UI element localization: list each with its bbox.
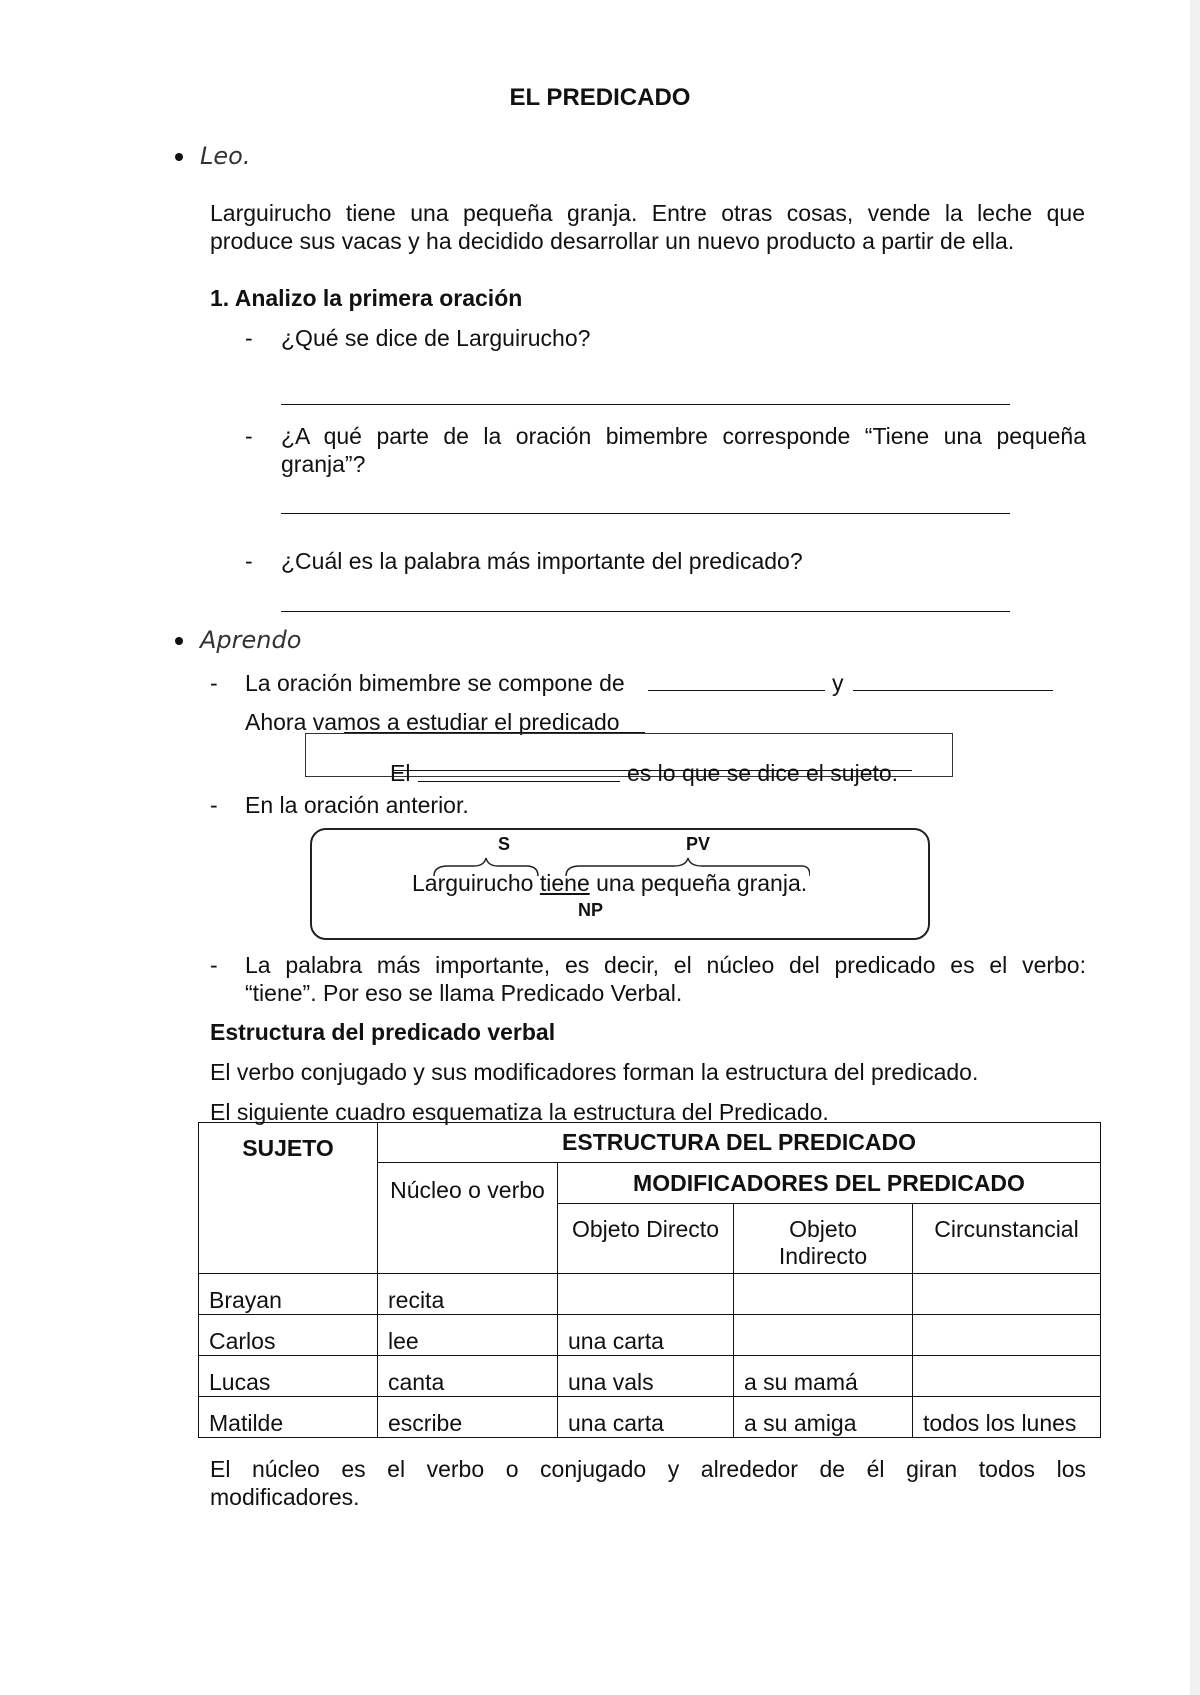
- dash: -: [245, 325, 253, 351]
- bullet: [175, 153, 183, 161]
- cell-circunstancial: [913, 1315, 1101, 1356]
- definition-text: es lo que se dice el sujeto.: [627, 760, 899, 786]
- bullet: [175, 637, 183, 645]
- cell-circunstancial: [913, 1356, 1101, 1397]
- cell-objeto-directo: [558, 1274, 734, 1315]
- answer-line-3[interactable]: [281, 611, 1010, 612]
- label-pv: PV: [686, 834, 711, 854]
- cell-circunstancial: [913, 1274, 1101, 1315]
- definition-el: El: [390, 760, 411, 786]
- explanation-line-1: La palabra más importante, es decir, el núcleo del predicado es el verbo:: [245, 952, 1086, 978]
- dash: -: [245, 423, 253, 449]
- cell-circunstancial: todos los lunes: [913, 1397, 1101, 1438]
- dash: -: [245, 548, 253, 574]
- structure-paragraph-1: El verbo conjugado y sus modificadores forman la estructura del predicado.: [210, 1059, 979, 1085]
- dash: -: [210, 792, 218, 818]
- blank-1[interactable]: [648, 690, 825, 691]
- question-3: ¿Cuál es la palabra más importante del predicado?: [281, 548, 803, 574]
- table-row: [199, 1397, 1101, 1438]
- question-2-line-1: ¿A qué parte de la oración bimembre corresponde “Tiene una pequeña: [281, 423, 1086, 449]
- predicate-structure-table: [198, 1122, 1101, 1438]
- footer-line-2: modificadores.: [210, 1484, 360, 1510]
- blank-2[interactable]: [853, 690, 1053, 691]
- diagram-subject: Larguirucho: [412, 870, 534, 896]
- cell-objeto-indirecto: a su mamá: [734, 1356, 913, 1397]
- header-objeto-directo: Objeto Directo: [558, 1204, 734, 1274]
- section-aprendo: Aprendo: [200, 626, 302, 654]
- aprendo-line-1: La oración bimembre se compone de: [245, 670, 625, 696]
- header-modificadores: MODIFICADORES DEL PREDICADO: [558, 1163, 1101, 1204]
- diagram-rest: una pequeña granja.: [589, 870, 808, 896]
- blank-3[interactable]: [418, 781, 620, 782]
- header-circunstancial: Circunstancial: [913, 1204, 1101, 1274]
- label-np: NP: [578, 900, 604, 920]
- question-1: ¿Qué se dice de Larguirucho?: [281, 325, 591, 351]
- dash: -: [210, 670, 218, 696]
- answer-line-2[interactable]: [281, 513, 1010, 514]
- label-s: S: [498, 834, 511, 854]
- section-leo: Leo.: [200, 142, 251, 170]
- cell-subject: Brayan: [199, 1274, 378, 1315]
- table-row: [199, 1315, 1101, 1356]
- cell-objeto-indirecto: [734, 1274, 913, 1315]
- cell-verb: escribe: [378, 1397, 558, 1438]
- cell-objeto-indirecto: [734, 1315, 913, 1356]
- connector-y: y: [832, 670, 844, 696]
- page-title: EL PREDICADO: [509, 84, 691, 111]
- cell-verb: canta: [378, 1356, 558, 1397]
- intro-line-2: produce sus vacas y ha decidido desarrollar un nuevo producto a partir de ella.: [210, 228, 1015, 254]
- header-sujeto: SUJETO: [199, 1123, 378, 1274]
- cell-objeto-directo: una carta: [558, 1397, 734, 1438]
- header-estructura: ESTRUCTURA DEL PREDICADO: [378, 1123, 1101, 1163]
- question-2-line-2: granja”?: [281, 451, 366, 477]
- cell-subject: Matilde: [199, 1397, 378, 1438]
- activity-heading: 1. Analizo la primera oración: [210, 285, 523, 311]
- aprendo-line-3: En la oración anterior.: [245, 792, 469, 818]
- page-edge: [1190, 0, 1200, 1695]
- cell-objeto-indirecto: a su amiga: [734, 1397, 913, 1438]
- cell-subject: Carlos: [199, 1315, 378, 1356]
- answer-line-1[interactable]: [281, 404, 1010, 405]
- table-row: [199, 1356, 1101, 1397]
- footer-line-1: El núcleo es el verbo o conjugado y alrededor de él giran todos los: [210, 1456, 1086, 1482]
- header-nucleo: Núcleo o verbo: [378, 1163, 558, 1274]
- structure-heading: Estructura del predicado verbal: [210, 1019, 556, 1045]
- cell-subject: Lucas: [199, 1356, 378, 1397]
- cell-objeto-directo: una carta: [558, 1315, 734, 1356]
- dash: -: [210, 952, 218, 978]
- aprendo-line-2: Ahora vamos a estudiar el predicado: [245, 709, 620, 735]
- cell-objeto-directo: una vals: [558, 1356, 734, 1397]
- header-objeto-indirecto: Objeto Indirecto: [734, 1204, 913, 1274]
- cell-verb: recita: [378, 1274, 558, 1315]
- table-row: [199, 1274, 1101, 1315]
- diagram-verb: tiene: [539, 870, 590, 896]
- box-strike: [392, 770, 912, 771]
- cell-verb: lee: [378, 1315, 558, 1356]
- structure-paragraph-2: El siguiente cuadro esquematiza la estructura del Predicado.: [210, 1099, 829, 1125]
- diagram-sentence: [412, 870, 807, 897]
- intro-line-1: Larguirucho tiene una pequeña granja. Entre otras cosas, vende la leche que: [210, 200, 1085, 226]
- explanation-line-2: “tiene”. Por eso se llama Predicado Verbal.: [245, 980, 683, 1006]
